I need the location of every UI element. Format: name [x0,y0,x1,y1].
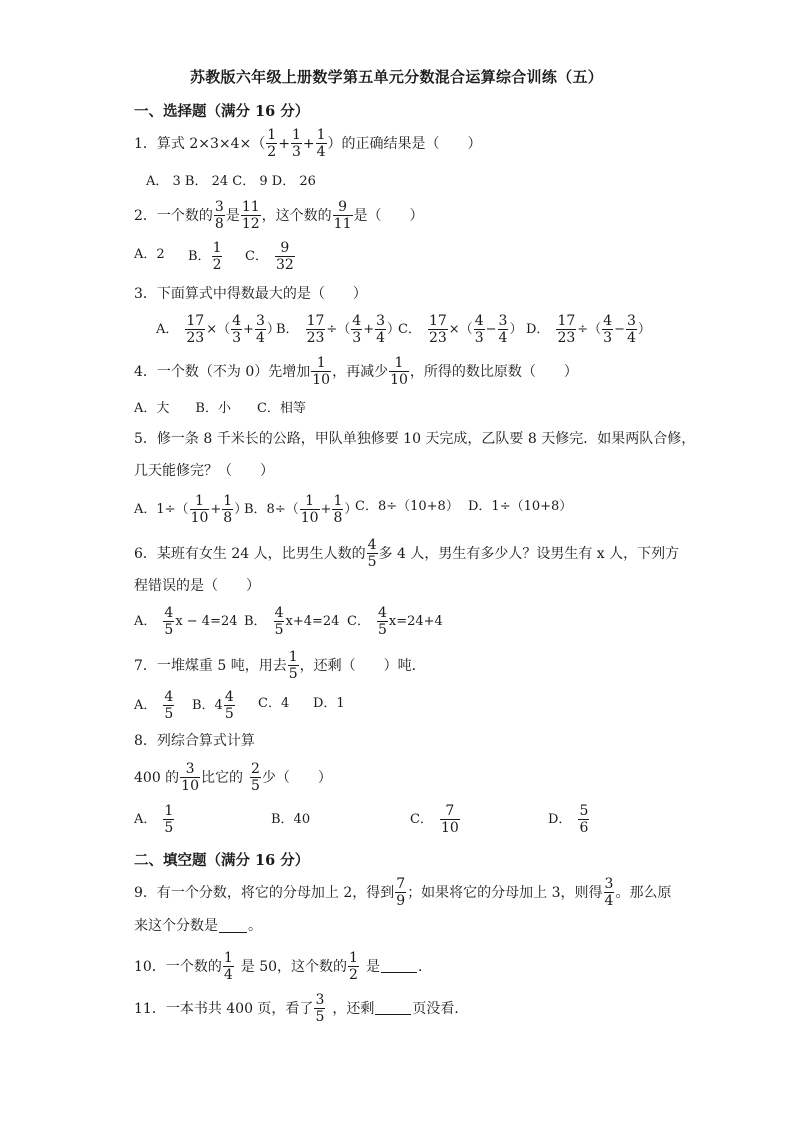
page-title: 苏教版六年级上册数学第五单元分数混合运算综合训练（五） [189,68,604,86]
q1-options: A． 3 B． 24 C． 9 D． 26 [146,174,316,189]
question-6: 6．某班有女生 24 人，比男生人数的 $\frac{4}{5}$ 多 4 人，男生有多少人？设男生有 x 人，下列方 [134,537,680,570]
fraction: $\frac{1}{3}$ [291,127,301,160]
fraction: $\frac{9}{11}$ [333,199,352,232]
question-7: 7．一堆煤重 5 吨，用去 $\frac{1}{5}$ ，还剩（ ）吨． [134,649,426,682]
question-9-line-2: 来这个分数是 。 [134,918,262,934]
question-11: 11．一本书共 400 页，看了 $\frac{3}{5}$ ，还剩 页没看． [134,992,469,1025]
question-3: 3．下面算式中得数最大的是（ ） [134,286,367,302]
question-5-line-2: 几天能修完？（ ） [134,463,274,479]
q5-option-c: C．8÷（10+8） [355,499,459,514]
q3-option-a: A． $\frac{17}{23}$ ×（ $\frac{4}{3}$ + $\frac{3}{4}$ ） [156,313,280,346]
q8-option-a: A． $\frac{1}{5}$ [134,803,174,836]
answer-blank[interactable] [375,1002,411,1015]
q5-option-d: D．1÷（10+8） [468,499,573,514]
q3-option-b: B． $\frac{17}{23}$ ÷（ $\frac{4}{3}$ + $\frac{3}{4}$ ） [276,313,401,346]
q8-option-b: B．40 [271,812,311,827]
q5-option-b: B．8÷（ $\frac{1}{10}$ + $\frac{1}{8}$ ） [244,493,358,526]
q4-options: A．大 B．小 C．相等 [134,401,306,416]
question-1: 1．算式 2×3×4×（ $\frac{1}{2}$ + $\frac{1}{3}$ + $\frac{1}{4}$ ）的正确结果是（ ） [134,127,482,160]
q2-option-a: A．2 [134,247,165,262]
q2-option-b: B． $\frac{1}{2}$ [188,240,222,273]
q6-option-a: A． $\frac{4}{5}$ x − 4=24 [134,605,238,638]
fraction: $\frac{11}{12}$ [241,199,260,232]
q8-option-d: D． $\frac{5}{6}$ [548,803,589,836]
question-5-line-1: 5．修一条 8 千米长的公路，甲队单独修要 10 天完成，乙队要 8 天修完．如果两队合修， [134,431,696,447]
q2-option-c: C． $\frac{9}{32}$ [245,240,294,273]
q7-option-c: C．4 [258,696,290,711]
q7-option-d: D．1 [313,696,345,711]
question-6-line-2: 程错误的是（ ） [134,578,260,594]
section-heading-choice: 一、选择题（满分 16 分） [134,103,310,120]
q1-text: 1．算式 2×3×4×（ [134,135,266,152]
question-10: 10．一个数的 $\frac{1}{4}$ 是 50，这个数的 $\frac{1}{2}$ 是 ． [134,950,432,983]
question-4: 4．一个数（不为 0）先增加 $\frac{1}{10}$ ，再减少 $\frac{1}{10}$ ，所得的数比原数（ ） [134,355,578,388]
q6-option-b: B． $\frac{4}{5}$ x+4=24 [244,605,340,638]
question-2: 2．一个数的 $\frac{3}{8}$ 是 $\frac{11}{12}$ ，这个数的 $\frac{9}{11}$ 是（ ） [134,199,424,232]
section-heading-fill: 二、填空题（满分 16 分） [134,852,310,869]
fraction: $\frac{3}{8}$ [214,199,224,232]
q1-text-end: ）的正确结果是（ ） [327,135,482,152]
q3-option-c: C． $\frac{17}{23}$ ×（ $\frac{4}{3}$ − $\frac{3}{4}$ ） [398,313,523,346]
q7-option-a: A． $\frac{4}{5}$ [134,689,174,722]
q8-option-c: C． $\frac{7}{10}$ [410,803,459,836]
question-8-expression: 400 的 $\frac{3}{10}$ 比它的 $\frac{2}{5}$ 少（ ） [134,761,332,794]
fraction: $\frac{1}{2}$ [267,127,277,160]
answer-blank[interactable] [381,960,417,973]
question-8: 8．列综合算式计算 [134,733,255,749]
fraction: $\frac{1}{4}$ [316,127,326,160]
q6-option-c: C． $\frac{4}{5}$ x=24+4 [347,605,443,638]
answer-blank[interactable] [219,920,247,933]
q5-option-a: A．1÷（ $\frac{1}{10}$ + $\frac{1}{8}$ ） [134,493,248,526]
question-9: 9．有一个分数，将它的分母加上 2，得到 $\frac{7}{9}$ ；如果将它的分母加上 3，则得 $\frac{3}{4}$ 。那么原 [134,876,672,909]
q7-option-b: B．4 $\frac{4}{5}$ [192,689,234,722]
q3-option-d: D． $\frac{17}{23}$ ÷（ $\frac{4}{3}$ − $\frac{3}{4}$ ） [526,313,651,346]
